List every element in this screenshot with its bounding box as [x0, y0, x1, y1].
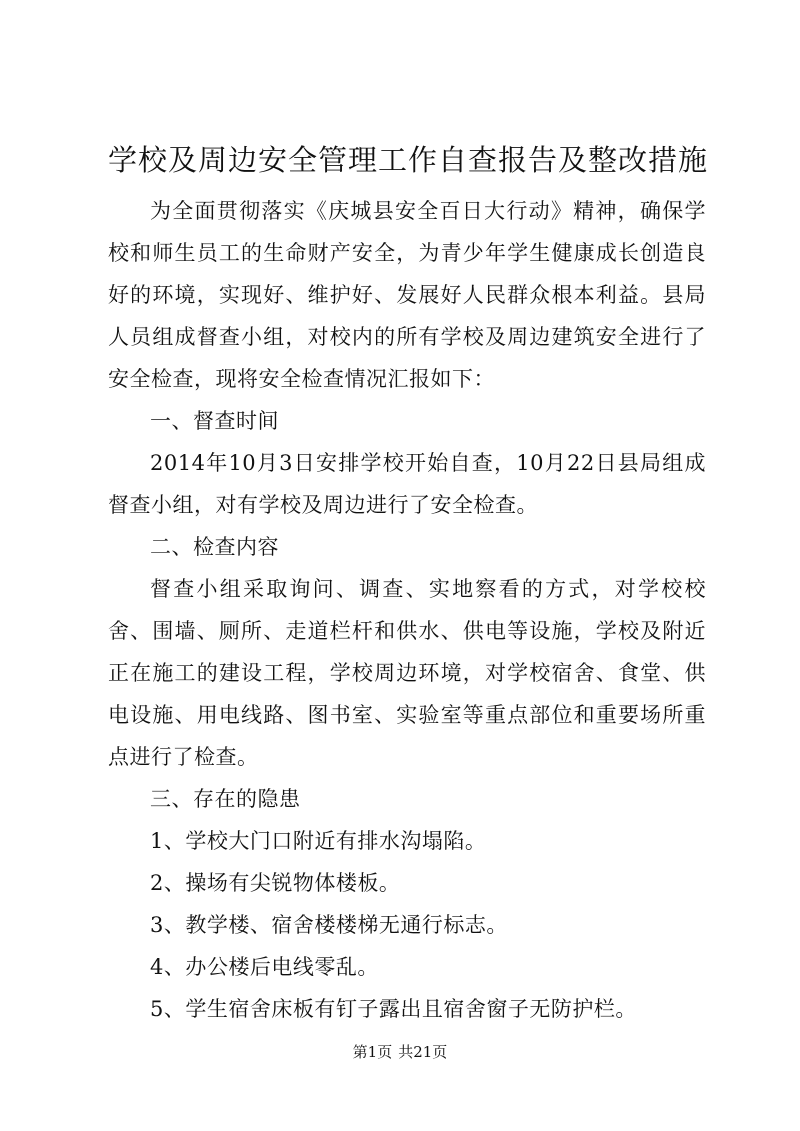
- hazard-item-3: 3、教学楼、宿舍楼楼梯无通行标志。: [150, 913, 508, 937]
- content-paragraph: 督查小组采取询问、调查、实地察看的方式，对学校校舍、围墙、厕所、走道栏杆和供水、供电等设施，学校及附近正在施工的建设工程，学校周边环境，对学校宿舍、食堂、供电设施、用电线路、图书室、实验室等重点部位和重要场所重点进行了检查。: [108, 577, 706, 769]
- section-heading-time: 一、督查时间: [150, 409, 279, 433]
- page-footer: [0, 1042, 800, 1062]
- hazard-item-5: 5、学生宿舍床板有钉子露出且宿舍窗子无防护栏。: [150, 997, 637, 1021]
- intro-paragraph: 为全面贯彻落实《庆城县安全百日大行动》精神，确保学校和师生员工的生命财产安全，为青少年学生健康成长创造良好的环境，实现好、维护好、发展好人民群众根本利益。县局人员组成督查小组，对校内的所有学校及周边建筑安全进行了安全检查，现将安全检查情况汇报如下：: [108, 199, 706, 391]
- page-total: 共21页: [398, 1043, 448, 1061]
- document-title: 学校及周边安全管理工作自查报告及整改措施: [108, 143, 709, 177]
- section-heading-hazards: 三、存在的隐患: [150, 787, 301, 811]
- section-heading-content: 二、检查内容: [150, 535, 279, 559]
- hazard-item-1: 1、学校大门口附近有排水沟塌陷。: [150, 829, 487, 853]
- time-paragraph: 2014年10月3日安排学校开始自查，10月22日县局组成督查小组，对有学校及周边进行了安全检查。: [108, 451, 706, 517]
- page-number: 第1页: [352, 1043, 393, 1061]
- hazard-item-4: 4、办公楼后电线零乱。: [150, 955, 379, 979]
- hazard-item-2: 2、操场有尖锐物体楼板。: [150, 871, 401, 895]
- document-body: [108, 190, 706, 1030]
